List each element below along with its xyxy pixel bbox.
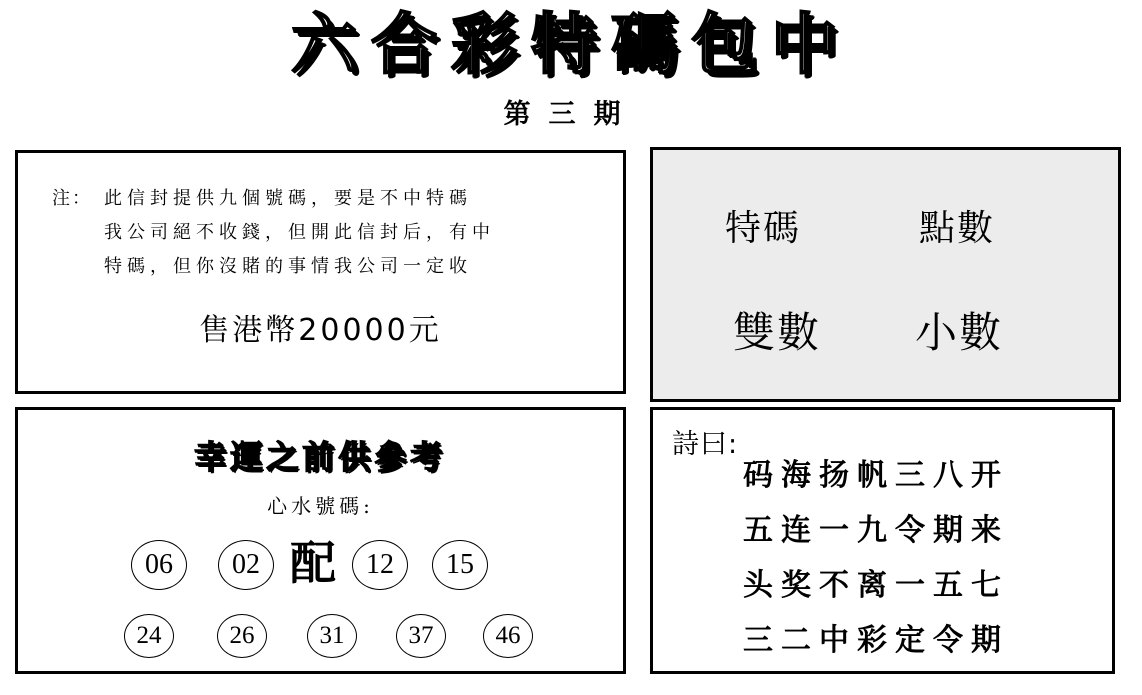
poem-line: 头奖不离一五七 bbox=[743, 568, 1009, 603]
note-line: 我公司絕不收錢，但開此信封后，有中 bbox=[104, 222, 495, 243]
poem-label: 詩曰: bbox=[672, 429, 739, 460]
lucky-title: 幸運之前供參考 bbox=[194, 438, 447, 476]
poem-line: 五连一九令期来 bbox=[743, 513, 1009, 548]
number-circle: 31 bbox=[307, 614, 357, 658]
number-circle: 26 bbox=[217, 614, 267, 658]
attribute-label: 特碼 bbox=[725, 208, 802, 249]
number-circle: 12 bbox=[352, 540, 408, 590]
number-circle: 02 bbox=[218, 540, 274, 590]
pair-character: 配 bbox=[290, 536, 336, 590]
poem-box bbox=[650, 407, 1115, 674]
number-circle: 46 bbox=[483, 614, 533, 658]
attribute-label: 雙數 bbox=[733, 308, 822, 357]
attributes-box bbox=[650, 147, 1121, 402]
lucky-numbers-box bbox=[15, 407, 626, 674]
note-box bbox=[15, 150, 626, 394]
poem-line: 码海扬帆三八开 bbox=[743, 458, 1009, 493]
price-text: 售港幣20000元 bbox=[199, 313, 442, 348]
number-circle: 37 bbox=[396, 614, 446, 658]
attribute-label: 小數 bbox=[915, 308, 1004, 357]
number-circle: 06 bbox=[131, 540, 187, 590]
note-prefix: 注： bbox=[52, 188, 92, 209]
number-circle: 24 bbox=[124, 614, 174, 658]
note-line: 特碼，但你沒賭的事情我公司一定收 bbox=[104, 256, 472, 277]
attribute-label: 點數 bbox=[919, 208, 996, 249]
issue-number: 第三期 bbox=[503, 99, 639, 130]
poem-line: 三二中彩定令期 bbox=[743, 623, 1009, 658]
note-line: 此信封提供九個號碼，要是不中特碼 bbox=[104, 188, 472, 209]
page-title: 六合彩特碼包中 bbox=[291, 6, 851, 83]
number-circle: 15 bbox=[432, 540, 488, 590]
lucky-subtitle: 心水號碼: bbox=[267, 494, 374, 518]
